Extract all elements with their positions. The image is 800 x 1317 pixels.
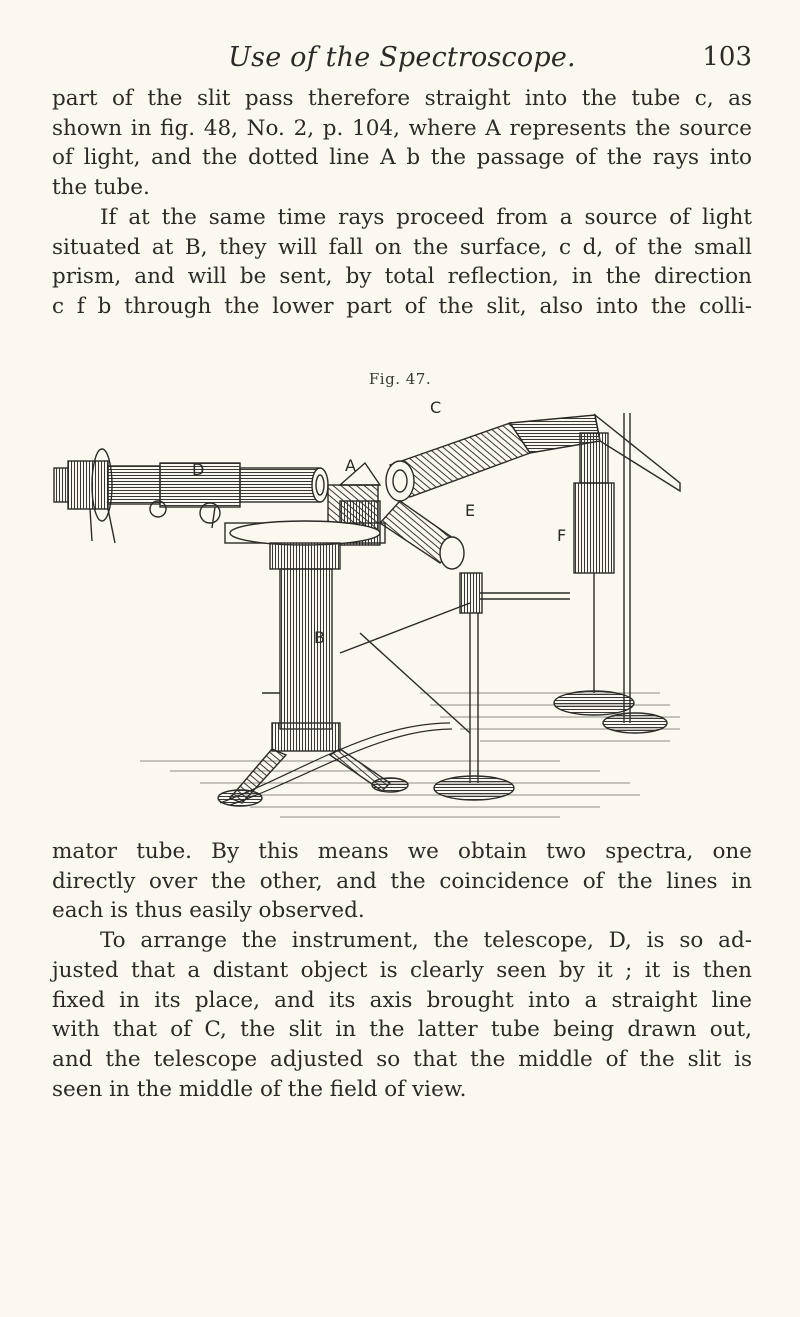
text-line: each is thus easily observed. <box>52 898 365 924</box>
label-c: C <box>430 398 442 417</box>
text-line: part of the slit pass therefore straight into the tube c, as <box>52 86 752 111</box>
text-line: the tube. <box>52 175 150 201</box>
figure-caption: Fig. 47. <box>368 370 432 388</box>
tube-e <box>380 501 464 569</box>
running-title: Use of the Spectroscope. <box>228 42 576 73</box>
spectroscope-engraving <box>40 393 690 828</box>
text-line: To arrange the instrument, the telescope, D, is so ad- <box>100 928 752 954</box>
central-column-b <box>262 569 340 751</box>
label-a: A <box>345 456 356 475</box>
page-number: 103 <box>702 42 752 72</box>
lamp-stand-f <box>554 413 667 733</box>
text-line: justed that a distant object is clearly seen by it ; it is then <box>52 957 752 983</box>
text-line: of light, and the dotted line A b the passage of the rays into <box>52 145 752 171</box>
text-line: directly over the other, and the coincidence of the lines in <box>52 868 752 894</box>
label-f: F <box>557 526 567 545</box>
text-line: and the telescope adjusted so that the middle of the slit is <box>52 1046 752 1072</box>
label-e: E <box>465 501 476 520</box>
paragraph-top <box>52 84 752 322</box>
label-b: B <box>314 628 325 647</box>
text-line: seen in the middle of the field of view. <box>52 1076 467 1102</box>
label-d: D <box>192 460 205 479</box>
spectroscope-illustration <box>40 393 690 828</box>
text-line: c f b through the lower part of the slit, also into the colli- <box>52 293 752 319</box>
text-line: with that of C, the slit in the latter tube being drawn out, <box>52 1017 752 1043</box>
running-head <box>52 42 752 82</box>
paragraph-bottom <box>52 837 752 1104</box>
tripod-feet <box>218 749 408 806</box>
collimator-c <box>386 415 680 501</box>
burner-stand <box>340 573 570 800</box>
text-line: If at the same time rays proceed from a source of light <box>100 204 752 230</box>
text-line: situated at B, they will fall on the surface, c d, of the small <box>52 234 752 260</box>
text-line: prism, and will be sent, by total reflection, in the direction <box>52 264 752 290</box>
text-line: shown in fig. 48, No. 2, p. 104, where A represents the source <box>52 115 752 141</box>
text-line: fixed in its place, and its axis brought into a straight line <box>52 987 752 1013</box>
text-line: mator tube. By this means we obtain two spectra, one <box>52 839 752 864</box>
